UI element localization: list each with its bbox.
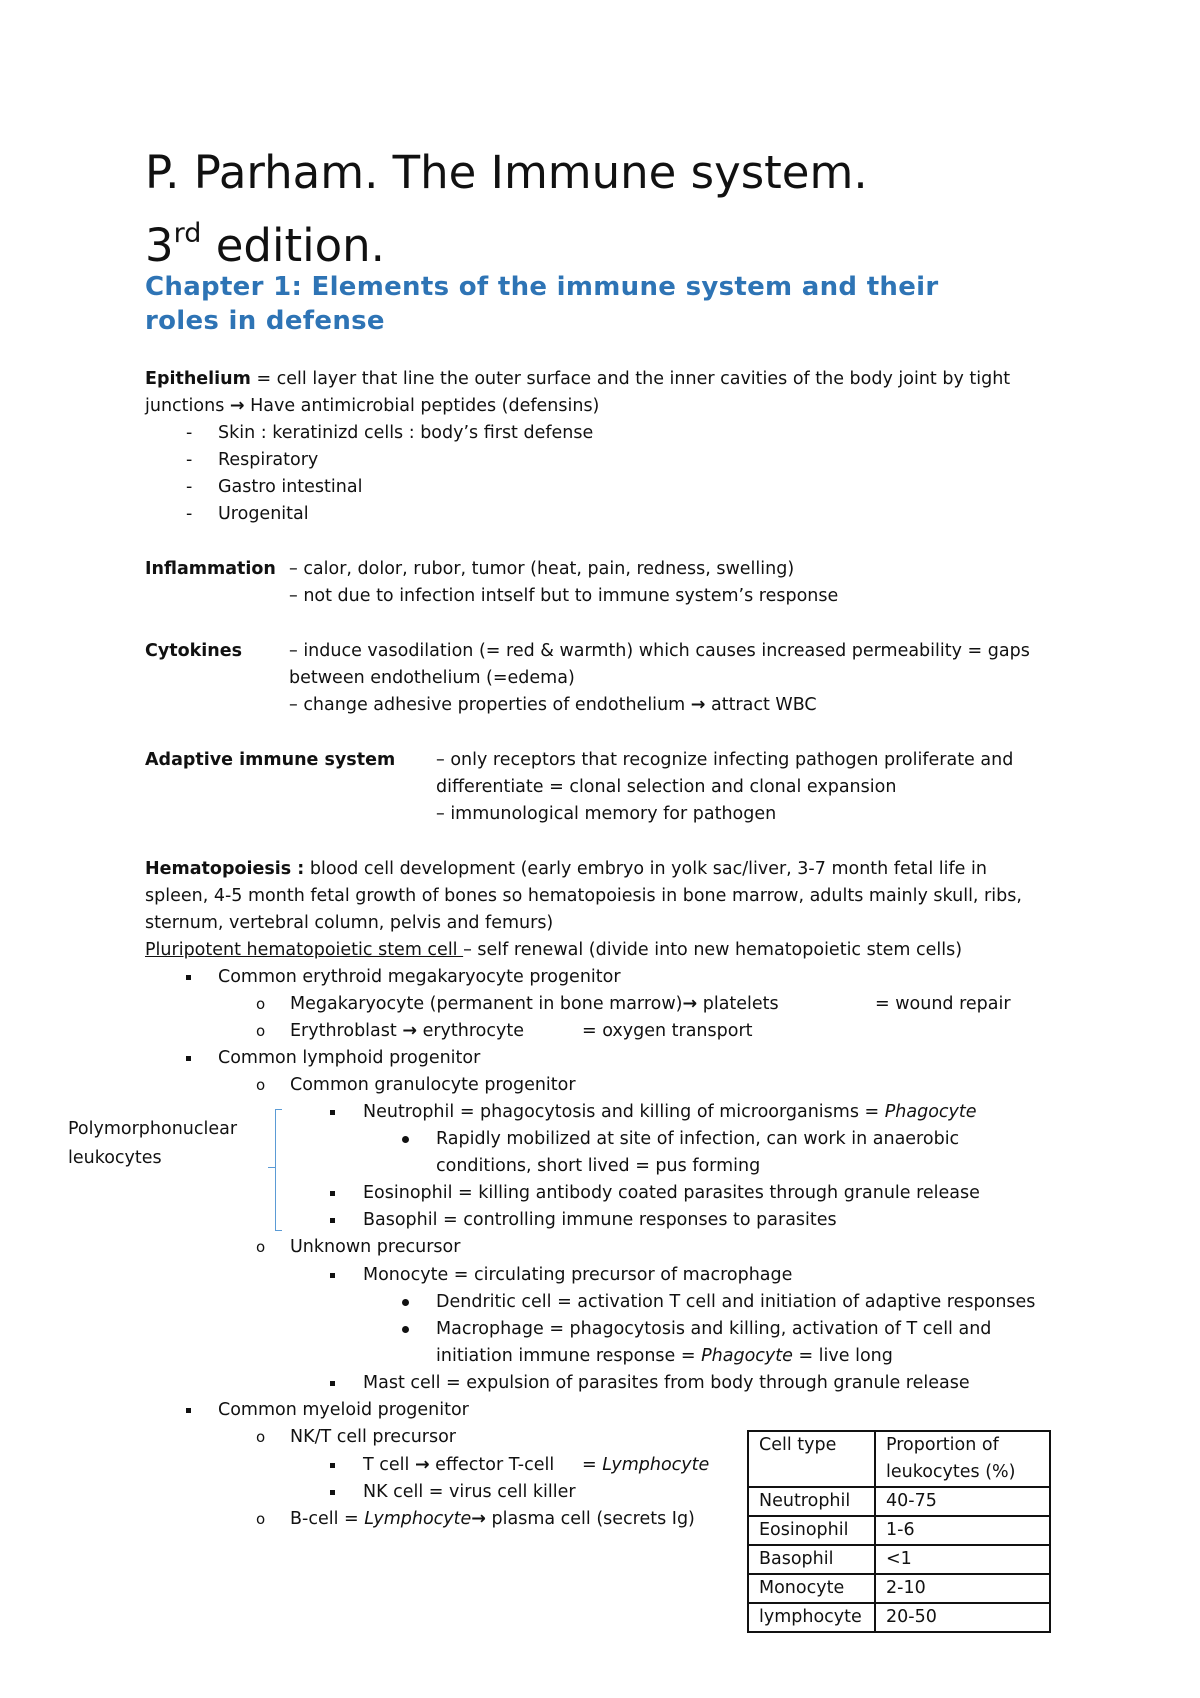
phagocyte-text: Phagocyte <box>701 1346 793 1366</box>
neutrophil-text: Neutrophil = phagocytosis and killing of microorganisms = <box>363 1102 885 1122</box>
cytokines-line-2: between endothelium (=edema) <box>289 668 575 688</box>
basophil-line: Basophil = controlling immune responses to parasites <box>363 1210 837 1230</box>
table-cell-name: Eosinophil <box>748 1516 875 1545</box>
phagocyte-text: Phagocyte <box>884 1102 977 1122</box>
erythroblast-line <box>290 1018 524 1045</box>
erythroid-progenitor: Common erythroid megakaryocyte progenitor <box>218 967 621 987</box>
circle-bullet-icon: o <box>256 1510 266 1528</box>
square-bullet-icon <box>330 1463 335 1468</box>
square-bullet-icon <box>330 1273 335 1278</box>
square-bullet-icon <box>330 1381 335 1386</box>
dash-bullet: - <box>186 504 193 524</box>
table-row <box>748 1574 1050 1603</box>
title-edition-number: 3 <box>145 219 174 272</box>
bcell-text: B-cell = <box>290 1509 365 1529</box>
neutrophil-line <box>363 1099 977 1126</box>
square-bullet-icon <box>186 1408 191 1413</box>
neutrophil-detail-2: conditions, short lived = pus forming <box>436 1156 761 1176</box>
hematopoiesis-term: Hematopoiesis : <box>145 859 305 879</box>
cytokines-line-3 <box>289 692 817 719</box>
lymphoid-progenitor: Common lymphoid progenitor <box>218 1048 481 1068</box>
adaptive-line-2: differentiate = clonal selection and clonal expansion <box>436 777 897 797</box>
eosinophil-line: Eosinophil = killing antibody coated parasites through granule release <box>363 1183 980 1203</box>
cytokines-adhesive-text: – change adhesive properties of endothelium <box>289 695 691 715</box>
epithelium-line-1 <box>145 366 1010 393</box>
square-bullet-icon <box>330 1490 335 1495</box>
epithelium-item-skin: Skin : keratinizd cells : body’s first defense <box>218 423 594 443</box>
title-edition-word: edition. <box>201 219 385 272</box>
inflammation-line-1: – calor, dolor, rubor, tumor (heat, pain, redness, swelling) <box>289 559 795 579</box>
chapter-heading-line-2: roles in defense <box>145 306 385 336</box>
square-bullet-icon <box>330 1218 335 1223</box>
cytokines-term: Cytokines <box>145 641 243 661</box>
monocyte-line: Monocyte = circulating precursor of macrophage <box>363 1265 793 1285</box>
arrow-right-icon: → <box>229 396 245 416</box>
adaptive-line-1: – only receptors that recognize infecting pathogen proliferate and <box>436 750 1014 770</box>
leukocyte-table <box>747 1430 1051 1633</box>
arrow-right-icon: → <box>402 1021 417 1041</box>
lymphocyte-text: Lymphocyte <box>364 1509 472 1529</box>
chapter-heading-line-1: Chapter 1: Elements of the immune system and their <box>145 272 939 302</box>
table-cell-value: 2-10 <box>875 1574 1050 1603</box>
table-row <box>748 1487 1050 1516</box>
tcell-type <box>582 1452 709 1479</box>
table-cell-value: 40-75 <box>875 1487 1050 1516</box>
square-bullet-icon <box>330 1110 335 1115</box>
table-row <box>748 1603 1050 1632</box>
inflammation-line-2: – not due to infection intself but to immune system’s response <box>289 586 839 606</box>
table-header-proportion-line-1: Proportion of <box>886 1435 999 1455</box>
dash-bullet: - <box>186 450 193 470</box>
epithelium-line-2 <box>145 393 599 420</box>
round-bullet-icon <box>402 1136 409 1143</box>
side-label-line-1: Polymorphonuclear <box>68 1119 238 1139</box>
epithelium-item-gastro: Gastro intestinal <box>218 477 363 497</box>
table-cell-value: 1-6 <box>875 1516 1050 1545</box>
unknown-precursor: Unknown precursor <box>290 1237 461 1257</box>
cytokines-line-1: – induce vasodilation (= red & warmth) which causes increased permeability = gaps <box>289 641 1030 661</box>
adaptive-line-3: – immunological memory for pathogen <box>436 804 777 824</box>
macrophage-initiation-text: initiation immune response = <box>436 1346 702 1366</box>
neutrophil-detail-1: Rapidly mobilized at site of infection, can work in anaerobic <box>436 1129 960 1149</box>
side-bracket-tick <box>268 1167 276 1168</box>
arrow-right-icon: → <box>471 1509 486 1529</box>
hematopoiesis-line-3: sternum, vertebral column, pelvis and femurs) <box>145 913 554 933</box>
stem-cell-line <box>145 937 962 964</box>
lymphocyte-text: Lymphocyte <box>602 1455 710 1475</box>
square-bullet-icon <box>186 1056 191 1061</box>
tcell-text: T cell <box>363 1455 415 1475</box>
table-cell-value: <1 <box>875 1545 1050 1574</box>
side-label-line-2: leukocytes <box>68 1148 162 1168</box>
hematopoiesis-definition: blood cell development (early embryo in yolk sac/liver, 3-7 month fetal life in <box>304 859 987 879</box>
table-cell-name: Monocyte <box>748 1574 875 1603</box>
plasma-cell-text: plasma cell (secrets Ig) <box>485 1509 695 1529</box>
table-header-row <box>748 1431 1050 1487</box>
table-cell-name: lymphocyte <box>748 1603 875 1632</box>
dendritic-line: Dendritic cell = activation T cell and initiation of adaptive responses <box>436 1292 1036 1312</box>
square-bullet-icon <box>330 1191 335 1196</box>
title-edition-suffix: rd <box>173 218 202 249</box>
table-cell-value: 20-50 <box>875 1603 1050 1632</box>
tcell-line <box>363 1452 554 1479</box>
epithelium-item-respiratory: Respiratory <box>218 450 319 470</box>
inflammation-term: Inflammation <box>145 559 276 579</box>
platelets-text: platelets <box>697 994 779 1014</box>
title-line-2 <box>145 208 385 275</box>
table-cell-name: Neutrophil <box>748 1487 875 1516</box>
table-row <box>748 1516 1050 1545</box>
macrophage-live-long-text: = live long <box>792 1346 893 1366</box>
table-header-proportion-line-2: leukocytes (%) <box>886 1462 1016 1482</box>
adaptive-term: Adaptive immune system <box>145 750 396 770</box>
megakaryocyte-text: Megakaryocyte (permanent in bone marrow) <box>290 994 683 1014</box>
round-bullet-icon <box>402 1299 409 1306</box>
nkt-precursor: NK/T cell precursor <box>290 1427 457 1447</box>
stem-cell-term: Pluripotent hematopoietic stem cell <box>145 940 464 960</box>
square-bullet-icon <box>186 975 191 980</box>
epithelium-junctions-text: junctions <box>145 396 230 416</box>
dash-bullet: - <box>186 477 193 497</box>
arrow-right-icon: → <box>414 1455 430 1475</box>
erythrocyte-text: erythrocyte <box>417 1021 524 1041</box>
table-header-cell-type: Cell type <box>748 1431 875 1487</box>
macrophage-line-1: Macrophage = phagocytosis and killing, activation of T cell and <box>436 1319 992 1339</box>
table-header-proportion <box>875 1431 1050 1487</box>
circle-bullet-icon: o <box>256 1428 266 1446</box>
arrow-right-icon: → <box>682 994 698 1014</box>
epithelium-peptides-text: Have antimicrobial peptides (defensins) <box>244 396 600 416</box>
dash-bullet: - <box>186 423 193 443</box>
epithelium-item-urogenital: Urogenital <box>218 504 309 524</box>
megakaryocyte-function: = wound repair <box>875 994 1011 1014</box>
mast-cell-line: Mast cell = expulsion of parasites from body through granule release <box>363 1373 970 1393</box>
circle-bullet-icon: o <box>256 1076 266 1094</box>
macrophage-line-2 <box>436 1343 893 1370</box>
effector-tcell-text: effector T-cell <box>429 1455 555 1475</box>
circle-bullet-icon: o <box>256 1022 266 1040</box>
side-bracket <box>275 1109 282 1231</box>
epithelium-definition: = cell layer that line the outer surface and the inner cavities of the body joint by tight <box>250 369 1011 389</box>
megakaryocyte-line <box>290 991 779 1018</box>
bcell-line <box>290 1506 695 1533</box>
cytokines-wbc-text: attract WBC <box>705 695 817 715</box>
tcell-equals: = <box>582 1455 603 1475</box>
hematopoiesis-line-1 <box>145 856 987 883</box>
myeloid-progenitor: Common myeloid progenitor <box>218 1400 469 1420</box>
circle-bullet-icon: o <box>256 1238 266 1256</box>
erythroblast-function: = oxygen transport <box>582 1021 753 1041</box>
granulocyte-progenitor: Common granulocyte progenitor <box>290 1075 576 1095</box>
erythroblast-text: Erythroblast <box>290 1021 403 1041</box>
round-bullet-icon <box>402 1326 409 1333</box>
arrow-right-icon: → <box>690 695 706 715</box>
table-row <box>748 1545 1050 1574</box>
title-line-1: P. Parham. The Immune system. <box>145 146 868 199</box>
nkcell-line: NK cell = virus cell killer <box>363 1482 576 1502</box>
epithelium-term: Epithelium <box>145 369 251 389</box>
stem-cell-definition: – self renewal (divide into new hematopoietic stem cells) <box>463 940 963 960</box>
table-cell-name: Basophil <box>748 1545 875 1574</box>
circle-bullet-icon: o <box>256 995 266 1013</box>
hematopoiesis-line-2: spleen, 4-5 month fetal growth of bones so hematopoiesis in bone marrow, adults mainly skull, ribs, <box>145 886 1022 906</box>
